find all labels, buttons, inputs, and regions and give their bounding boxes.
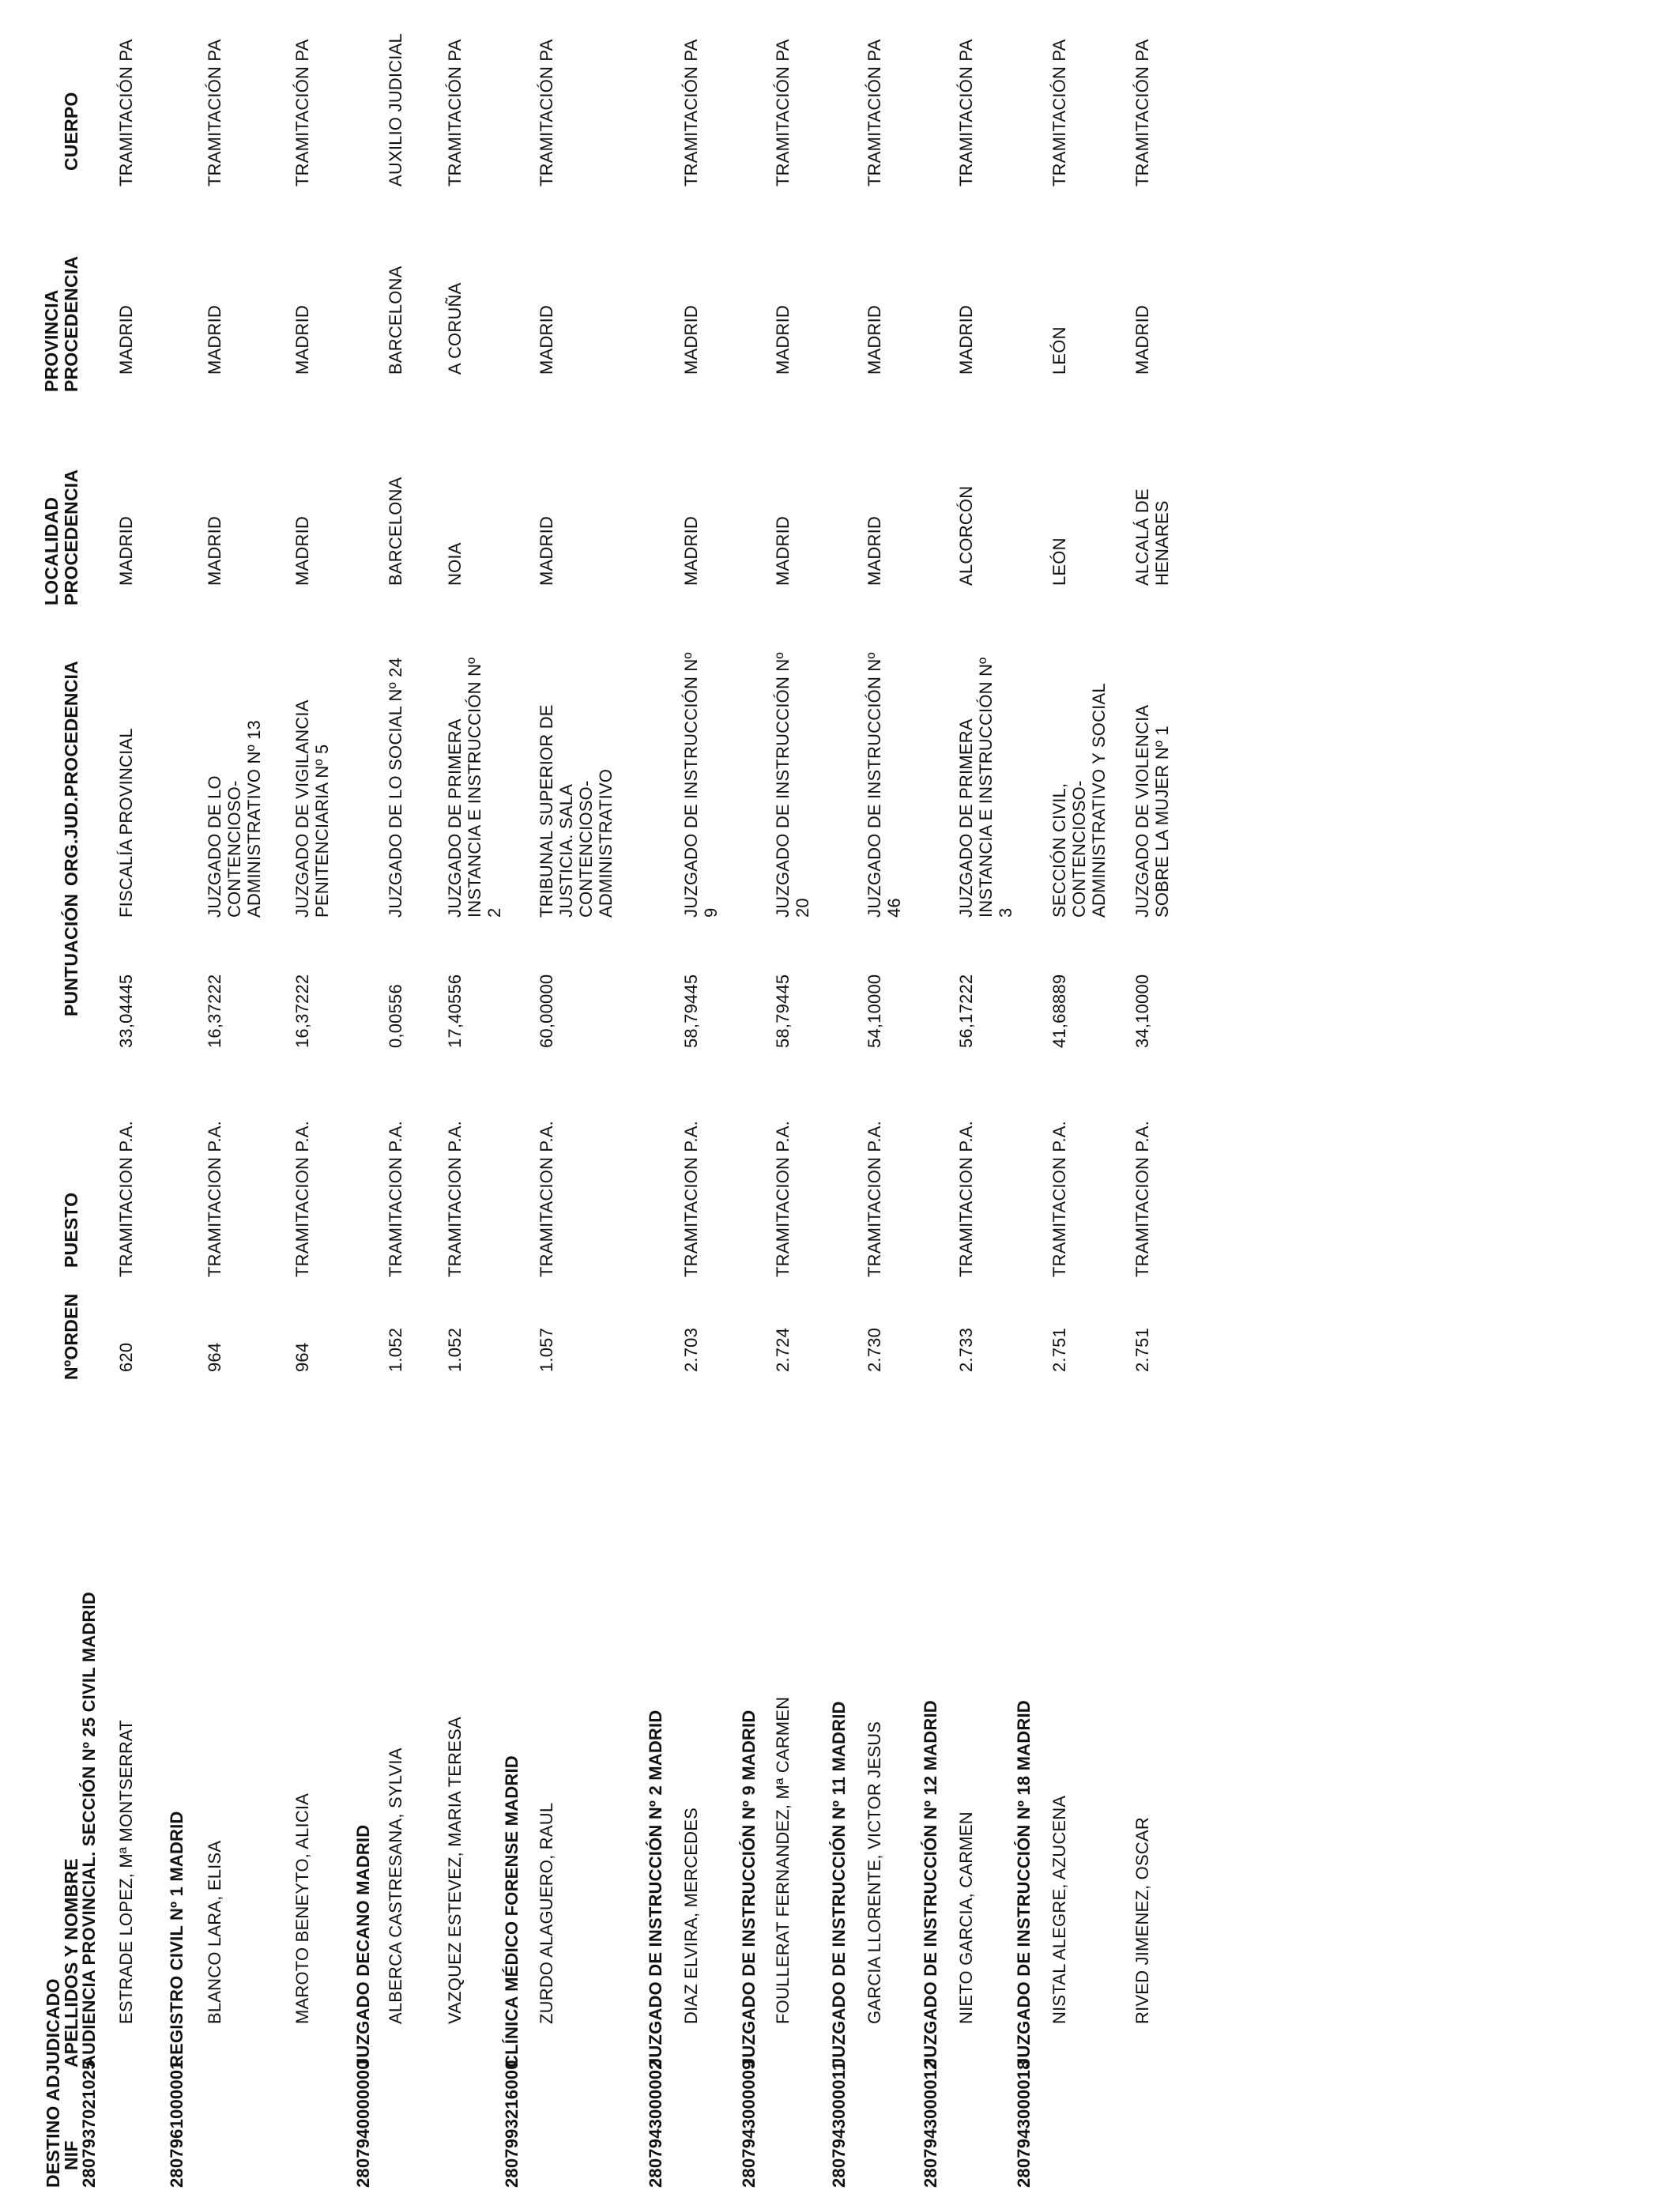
col-header-nif: NIF	[61, 2140, 81, 2170]
row-org: JUZGADO DE PRIMERA INSTANCIA E INSTRUCCIÓN Nº 2	[445, 657, 504, 918]
row-puesto: TRAMITACION P.A.	[205, 1121, 224, 1277]
col-header-orden: NºORDEN	[61, 1293, 81, 1380]
row-provincia: MADRID	[292, 305, 312, 375]
row-nombre: NIETO GARCIA, CARMEN	[956, 1811, 976, 2024]
row-localidad: MADRID	[864, 516, 884, 586]
row-org: JUZGADO DE LO CONTENCIOSO-ADMINISTRATIVO Nº 13	[205, 720, 264, 918]
row-org: FISCALÍA PROVINCIAL	[116, 728, 136, 918]
destino-name: JUZGADO DE INSTRUCCIÓN Nº 11 MADRID	[829, 1701, 849, 2068]
row-cuerpo: AUXILIO JUDICIAL	[386, 33, 405, 187]
row-org: JUZGADO DE VIGILANCIA PENITENCIARIA Nº 5	[292, 700, 332, 918]
col-header-puntuacion: PUNTUACIÓN	[61, 893, 81, 1016]
row-cuerpo: TRAMITACIÓN PA	[864, 39, 884, 187]
destino-name: JUZGADO DECANO MADRID	[353, 1824, 373, 2068]
col-header-puesto: PUESTO	[61, 1192, 81, 1268]
row-provincia: MADRID	[116, 305, 136, 375]
row-provincia: MADRID	[773, 305, 793, 375]
destino-nif: 2807961000001	[167, 2060, 186, 2188]
row-cuerpo: TRAMITACIÓN PA	[1049, 39, 1069, 187]
row-cuerpo: TRAMITACIÓN PA	[681, 39, 701, 187]
row-localidad: MADRID	[205, 516, 224, 586]
row-provincia: MADRID	[537, 305, 556, 375]
row-puesto: TRAMITACION P.A.	[864, 1121, 884, 1277]
row-orden: 2.733	[956, 1327, 976, 1372]
row-puesto: TRAMITACION P.A.	[681, 1121, 701, 1277]
row-localidad: ALCALÁ DE HENARES	[1132, 488, 1172, 586]
row-cuerpo: TRAMITACIÓN PA	[773, 39, 793, 187]
row-org: JUZGADO DE INSTRUCCIÓN Nº 46	[864, 652, 904, 918]
row-cuerpo: TRAMITACIÓN PA	[292, 39, 312, 187]
row-puntuacion: 33,04445	[116, 974, 136, 1048]
row-localidad: MADRID	[773, 516, 793, 586]
row-nombre: ESTRADE LOPEZ, Mª MONTSERRAT	[116, 1720, 136, 2024]
row-orden: 2.703	[681, 1327, 701, 1372]
row-localidad: MADRID	[681, 516, 701, 586]
row-orden: 1.057	[537, 1327, 556, 1372]
row-puesto: TRAMITACION P.A.	[386, 1121, 405, 1277]
destino-name: AUDIENCIA PROVINCIAL. SECCIÓN Nº 25 CIVIL MADRID	[79, 1592, 99, 2068]
row-provincia: A CORUÑA	[445, 282, 465, 375]
row-nombre: DIAZ ELVIRA, MERCEDES	[681, 1808, 701, 2024]
row-nombre: RIVED JIMENEZ, OSCAR	[1132, 1817, 1152, 2024]
row-puntuacion: 0,00556	[386, 984, 405, 1048]
destino-nif: 2807943000012	[921, 2060, 940, 2188]
row-puesto: TRAMITACION P.A.	[292, 1121, 312, 1277]
destino-name: CLÍNICA MÉDICO FORENSE MADRID	[502, 1755, 522, 2068]
row-provincia: BARCELONA	[386, 266, 405, 375]
destino-name: JUZGADO DE INSTRUCCIÓN Nº 12 MADRID	[921, 1700, 940, 2068]
destino-nif: 2807993216000	[502, 2060, 522, 2188]
row-nombre: FOULLERAT FERNANDEZ, Mª CARMEN	[773, 1696, 793, 2024]
row-nombre: ALBERCA CASTRESANA, SYLVIA	[386, 1747, 405, 2024]
col-header-org: ORG.JUD.PROCEDENCIA	[61, 661, 81, 886]
row-puesto: TRAMITACION P.A.	[1132, 1121, 1152, 1277]
row-orden: 2.751	[1049, 1327, 1069, 1372]
row-localidad: ALCORCÓN	[956, 485, 976, 586]
row-nombre: MAROTO BENEYTO, ALICIA	[292, 1793, 312, 2024]
document-title: DESTINO ADJUDICADO	[43, 1978, 63, 2188]
row-org: SECCIÓN CIVIL, CONTENCIOSO-ADMINISTRATIVO Y SOCIAL	[1049, 683, 1109, 918]
row-puntuacion: 17,40556	[445, 974, 465, 1048]
row-cuerpo: TRAMITACIÓN PA	[537, 39, 556, 187]
row-nombre: GARCIA LLORENTE, VICTOR JESUS	[864, 1721, 884, 2024]
row-localidad: NOIA	[445, 542, 465, 586]
row-nombre: NISTAL ALEGRE, AZUCENA	[1049, 1795, 1069, 2024]
row-cuerpo: TRAMITACIÓN PA	[116, 39, 136, 187]
row-puntuacion: 34,10000	[1132, 974, 1152, 1048]
row-puesto: TRAMITACION P.A.	[956, 1121, 976, 1277]
row-cuerpo: TRAMITACIÓN PA	[956, 39, 976, 187]
row-puesto: TRAMITACION P.A.	[1049, 1121, 1069, 1277]
row-puesto: TRAMITACION P.A.	[445, 1121, 465, 1277]
destino-name: JUZGADO DE INSTRUCCIÓN Nº 18 MADRID	[1014, 1700, 1034, 2068]
row-orden: 964	[292, 1342, 312, 1372]
row-org: JUZGADO DE INSTRUCCIÓN Nº 9	[681, 652, 721, 918]
row-cuerpo: TRAMITACIÓN PA	[205, 39, 224, 187]
destino-nif: 2807943000002	[646, 2060, 665, 2188]
row-puntuacion: 58,79445	[681, 974, 701, 1048]
row-puesto: TRAMITACION P.A.	[773, 1121, 793, 1277]
row-puntuacion: 60,00000	[537, 974, 556, 1048]
row-cuerpo: TRAMITACIÓN PA	[1132, 39, 1152, 187]
row-puntuacion: 16,37222	[205, 974, 224, 1048]
row-orden: 620	[116, 1342, 136, 1372]
row-orden: 2.730	[864, 1327, 884, 1372]
col-header-cuerpo: CUERPO	[61, 92, 81, 171]
row-org: JUZGADO DE INSTRUCCIÓN Nº 20	[773, 652, 812, 918]
row-puntuacion: 56,17222	[956, 974, 976, 1048]
row-provincia: MADRID	[1132, 305, 1152, 375]
row-localidad: BARCELONA	[386, 477, 405, 586]
row-provincia: MADRID	[956, 305, 976, 375]
row-org: JUZGADO DE PRIMERA INSTANCIA E INSTRUCCIÓN Nº 3	[956, 657, 1015, 918]
col-header-provincia: PROVINCIA PROCEDENCIA	[41, 255, 81, 392]
row-localidad: MADRID	[292, 516, 312, 586]
destino-nif: 2807940000000	[353, 2060, 373, 2188]
row-orden: 1.052	[445, 1327, 465, 1372]
row-orden: 964	[205, 1342, 224, 1372]
row-localidad: MADRID	[116, 516, 136, 586]
row-puntuacion: 54,10000	[864, 974, 884, 1048]
row-orden: 1.052	[386, 1327, 405, 1372]
row-nombre: ZURDO ALAGUERO, RAUL	[537, 1802, 556, 2024]
row-puntuacion: 16,37222	[292, 974, 312, 1048]
destino-nif: 2807937021025	[79, 2060, 99, 2188]
row-puesto: TRAMITACION P.A.	[116, 1121, 136, 1277]
col-header-apellidos: APELLIDOS Y NOMBRE	[61, 1858, 81, 2068]
destino-nif: 2807943000009	[739, 2060, 759, 2188]
row-org: TRIBUNAL SUPERIOR DE JUSTICIA. SALA CONTENCIOSO-ADMINISTRATIVO	[537, 704, 616, 918]
row-provincia: LEÓN	[1049, 326, 1069, 375]
row-puntuacion: 41,68889	[1049, 974, 1069, 1048]
row-org: JUZGADO DE LO SOCIAL Nº 24	[386, 657, 405, 918]
row-localidad: LEÓN	[1049, 537, 1069, 586]
row-org: JUZGADO DE VIOLENCIA SOBRE LA MUJER Nº 1	[1132, 705, 1172, 918]
row-provincia: MADRID	[205, 305, 224, 375]
destino-name: JUZGADO DE INSTRUCCIÓN Nº 2 MADRID	[646, 1710, 665, 2068]
row-nombre: VAZQUEZ ESTEVEZ, MARIA TERESA	[445, 1717, 465, 2024]
row-localidad: MADRID	[537, 516, 556, 586]
row-provincia: MADRID	[864, 305, 884, 375]
row-cuerpo: TRAMITACIÓN PA	[445, 39, 465, 187]
destino-name: REGISTRO CIVIL Nº 1 MADRID	[167, 1811, 186, 2068]
row-puntuacion: 58,79445	[773, 974, 793, 1048]
destino-nif: 2807943000011	[829, 2060, 849, 2188]
destino-name: JUZGADO DE INSTRUCCIÓN Nº 9 MADRID	[739, 1710, 759, 2068]
row-puesto: TRAMITACION P.A.	[537, 1121, 556, 1277]
col-header-localidad: LOCALIDAD PROCEDENCIA	[41, 469, 81, 605]
row-orden: 2.751	[1132, 1327, 1152, 1372]
row-orden: 2.724	[773, 1327, 793, 1372]
destino-nif: 2807943000018	[1014, 2060, 1034, 2188]
row-nombre: BLANCO LARA, ELISA	[205, 1840, 224, 2024]
row-provincia: MADRID	[681, 305, 701, 375]
